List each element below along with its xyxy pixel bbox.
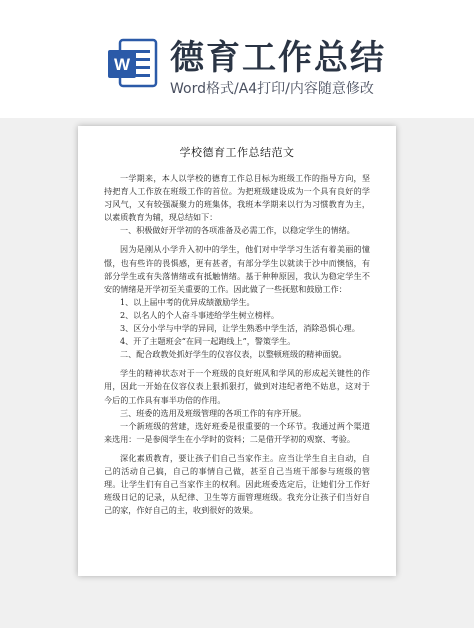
page-title: 德育工作总结: [170, 38, 386, 78]
paragraph: 学生的精神状态对于一个班级的良好班风和学风的形成起关键性的作用，因此一开始在仪容仪表上狠抓狠打，做到对违纪者绝不姑息，这对于今后的工作具有事半功倍的作用。: [104, 368, 370, 405]
word-doc-icon: [108, 38, 158, 90]
paragraph: 3、区分小学与中学的异同，让学生熟悉中学生活，消除恐惧心理。: [120, 323, 360, 334]
word-icon-letter: W: [113, 55, 131, 74]
paragraph: 2、以名人的个人奋斗事迹给学生树立榜样。: [120, 309, 279, 320]
document-title: 学校德育工作总结范文: [179, 146, 295, 159]
paragraph: 因为是刚从小学升入初中的学生，他们对中学学习生活有着美丽的憧憬，也有些许的畏惧感，更有甚者，有部分学生以就读于沙中而懊恼，有部分学生或有失落情绪或有抵触情绪。基于种种原因，我认为稳定学生不安的情绪是开学初至关重要的工作。因此做了一些抚慰和鼓励工作：: [104, 244, 370, 294]
document-page: [78, 126, 396, 576]
paragraph: 1、以上届中考的优异成绩激励学生。: [120, 296, 255, 307]
paragraph: 深化素质教育，要让孩子们自己当家作主。应当让学生自主自动，自己的活动自己搞，自己的事情自己做，甚至自己当班干部参与班级的管理。让学生们有自己当家作主的权利。因此班委选定后，让她们分工作好班级日记的记录，从纪律、卫生等方面管理班级。我充分让孩子们当好自己的家，作好自己的主，收到很好的效果。: [104, 452, 370, 516]
paragraph: 一个新班级的营建，选好班委是很重要的一个环节。我通过两个渠道来选用：一是参阅学生在小学时的资料；二是借开学初的观察、考验。: [104, 420, 370, 444]
document-body: [104, 172, 370, 517]
page-subtitle: Word格式/A4打印/内容随意修改: [170, 81, 374, 97]
paragraph: 三、班委的选用及班级管理的各项工作的有序开展。: [120, 407, 307, 418]
paragraph: 一、积极做好开学初的各项准备及必需工作，以稳定学生的情绪。: [120, 225, 355, 236]
paragraph: 二、配合政教处抓好学生的仪容仪表，以整顿班级的精神面貌。: [120, 349, 347, 360]
paragraph: 4、开了主题班会“在同一起跑线上”，警策学生。: [120, 336, 296, 347]
paragraph: 一学期来，本人以学校的德育工作总目标为班级工作的指导方向，坚持把育人工作放在班级工作的首位。为把班级建设成为一个具有良好的学习风气，又有较强凝聚力的班集体，我班本学期来以行为习惯教育为主，以素质教育为辅，现总结如下：: [104, 173, 370, 223]
